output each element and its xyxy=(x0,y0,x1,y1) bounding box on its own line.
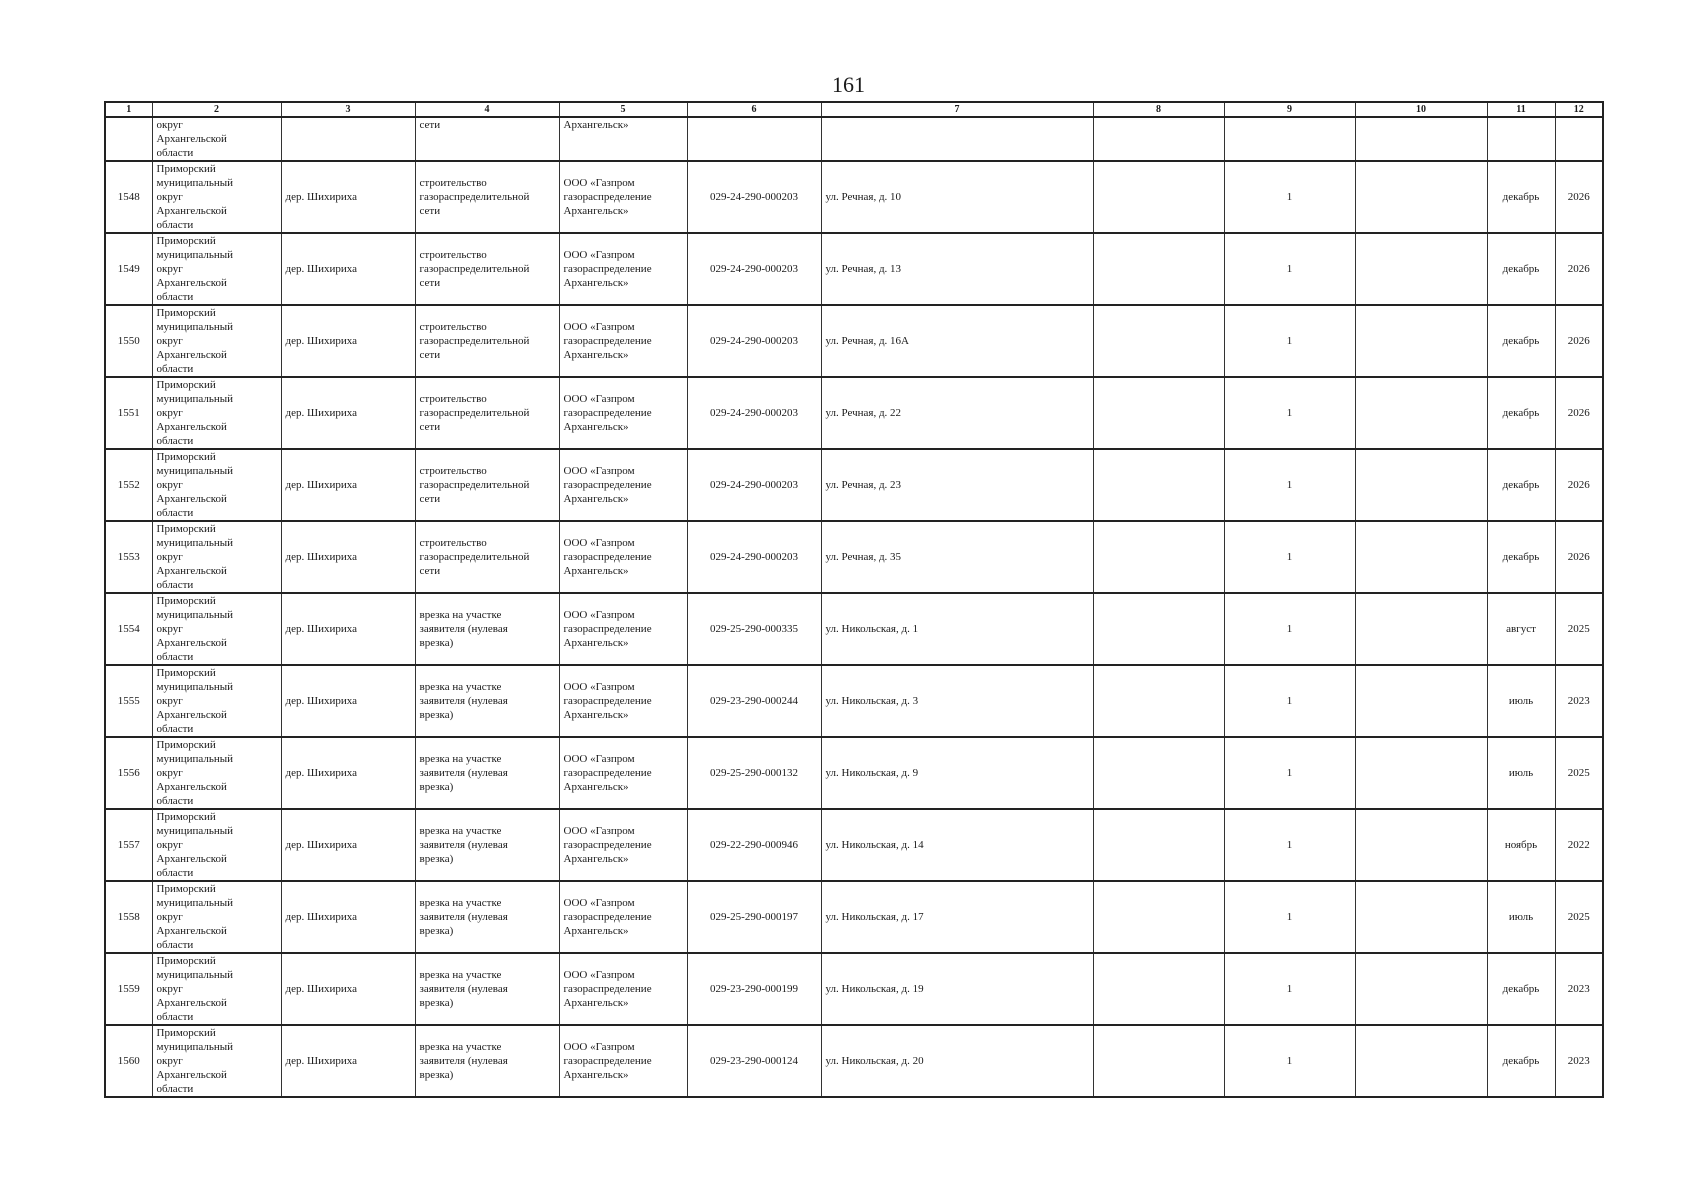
table-row xyxy=(105,233,1603,305)
cell-col9: 1 xyxy=(1224,1025,1355,1097)
cell-col8 xyxy=(1093,881,1224,953)
cell-col9: 1 xyxy=(1224,521,1355,593)
cell-col3 xyxy=(281,117,415,161)
cell-org: ООО «Газпром газораспределение Архангельск» xyxy=(559,449,687,521)
cell-col9: 1 xyxy=(1224,233,1355,305)
cell-settlement: дер. Шихириха xyxy=(281,449,415,521)
cell-year: 2026 xyxy=(1555,233,1603,305)
cell-col10 xyxy=(1355,593,1487,665)
cell-org: ООО «Газпром газораспределение Архангельск» xyxy=(559,593,687,665)
cell-code: 029-23-290-000244 xyxy=(687,665,821,737)
cell-col8 xyxy=(1093,521,1224,593)
cell-col8 xyxy=(1093,1025,1224,1097)
continuation-row xyxy=(105,117,1603,161)
cell-region: Приморский муниципальный округ Архангельской области xyxy=(152,521,281,593)
cell-month: декабрь xyxy=(1487,1025,1555,1097)
cell-address: ул. Никольская, д. 19 xyxy=(821,953,1093,1025)
cell-code: 029-23-290-000124 xyxy=(687,1025,821,1097)
table-row xyxy=(105,665,1603,737)
column-header-3: 3 xyxy=(281,102,415,117)
column-number-row xyxy=(105,102,1603,117)
column-header-2: 2 xyxy=(152,102,281,117)
cell-work: строительство газораспределительной сети xyxy=(415,449,559,521)
cell-code: 029-22-290-000946 xyxy=(687,809,821,881)
column-header-10: 10 xyxy=(1355,102,1487,117)
cell-row-number: 1555 xyxy=(105,665,152,737)
cell-row-number: 1560 xyxy=(105,1025,152,1097)
cell-col10 xyxy=(1355,233,1487,305)
cell-address: ул. Речная, д. 13 xyxy=(821,233,1093,305)
cell-settlement: дер. Шихириха xyxy=(281,881,415,953)
column-header-9: 9 xyxy=(1224,102,1355,117)
cell-org: ООО «Газпром газораспределение Архангельск» xyxy=(559,305,687,377)
cell-col10 xyxy=(1355,305,1487,377)
cell-work: врезка на участке заявителя (нулевая врезка) xyxy=(415,809,559,881)
cell-month: декабрь xyxy=(1487,305,1555,377)
column-header-5: 5 xyxy=(559,102,687,117)
cell-month: декабрь xyxy=(1487,953,1555,1025)
cell-settlement: дер. Шихириха xyxy=(281,665,415,737)
cell-month: декабрь xyxy=(1487,449,1555,521)
cell-year: 2023 xyxy=(1555,665,1603,737)
cell-settlement: дер. Шихириха xyxy=(281,737,415,809)
cell-work: строительство газораспределительной сети xyxy=(415,521,559,593)
cell-settlement: дер. Шихириха xyxy=(281,953,415,1025)
cell-col8 xyxy=(1093,953,1224,1025)
cell-settlement: дер. Шихириха xyxy=(281,233,415,305)
cell-col10 xyxy=(1355,953,1487,1025)
cell-region: Приморский муниципальный округ Архангельской области xyxy=(152,737,281,809)
cell-row-number: 1556 xyxy=(105,737,152,809)
cell-col9: 1 xyxy=(1224,377,1355,449)
cell-year: 2025 xyxy=(1555,737,1603,809)
cell-code: 029-24-290-000203 xyxy=(687,161,821,233)
cell-row-number: 1553 xyxy=(105,521,152,593)
cell-code: 029-24-290-000203 xyxy=(687,521,821,593)
cell-col8 xyxy=(1093,305,1224,377)
cell-year: 2026 xyxy=(1555,161,1603,233)
cell-address: ул. Никольская, д. 1 xyxy=(821,593,1093,665)
cell-col9: 1 xyxy=(1224,809,1355,881)
cell-org: Архангельск» xyxy=(559,117,687,161)
cell-col8 xyxy=(1093,117,1224,161)
cell-address: ул. Речная, д. 10 xyxy=(821,161,1093,233)
cell-month: июль xyxy=(1487,881,1555,953)
cell-month: декабрь xyxy=(1487,377,1555,449)
cell-col9: 1 xyxy=(1224,953,1355,1025)
cell-settlement: дер. Шихириха xyxy=(281,521,415,593)
cell-work: врезка на участке заявителя (нулевая врезка) xyxy=(415,737,559,809)
cell-year: 2026 xyxy=(1555,305,1603,377)
table-row xyxy=(105,161,1603,233)
cell-work: врезка на участке заявителя (нулевая врезка) xyxy=(415,593,559,665)
cell-month: июль xyxy=(1487,737,1555,809)
cell-address: ул. Речная, д. 22 xyxy=(821,377,1093,449)
cell-address: ул. Никольская, д. 17 xyxy=(821,881,1093,953)
column-header-8: 8 xyxy=(1093,102,1224,117)
cell-col8 xyxy=(1093,665,1224,737)
column-header-12: 12 xyxy=(1555,102,1603,117)
cell-year: 2022 xyxy=(1555,809,1603,881)
cell-org: ООО «Газпром газораспределение Архангельск» xyxy=(559,881,687,953)
cell-region: Приморский муниципальный округ Архангельской области xyxy=(152,305,281,377)
cell-col12 xyxy=(1555,117,1603,161)
cell-region: Приморский муниципальный округ Архангельской области xyxy=(152,1025,281,1097)
cell-code: 029-25-290-000197 xyxy=(687,881,821,953)
cell-year: 2025 xyxy=(1555,593,1603,665)
cell-work: сети xyxy=(415,117,559,161)
table-body xyxy=(105,117,1603,1097)
cell-code: 029-24-290-000203 xyxy=(687,305,821,377)
cell-row-number: 1552 xyxy=(105,449,152,521)
column-header-6: 6 xyxy=(687,102,821,117)
page-number: 161 xyxy=(832,72,865,97)
table-row xyxy=(105,521,1603,593)
cell-col8 xyxy=(1093,233,1224,305)
cell-row-number: 1554 xyxy=(105,593,152,665)
cell-region: Приморский муниципальный округ Архангельской области xyxy=(152,809,281,881)
cell-col10 xyxy=(1355,377,1487,449)
cell-col10 xyxy=(1355,117,1487,161)
cell-work: строительство газораспределительной сети xyxy=(415,377,559,449)
cell-col10 xyxy=(1355,161,1487,233)
cell-month: декабрь xyxy=(1487,161,1555,233)
cell-region: Приморский муниципальный округ Архангельской области xyxy=(152,593,281,665)
cell-org: ООО «Газпром газораспределение Архангельск» xyxy=(559,737,687,809)
cell-col10 xyxy=(1355,881,1487,953)
cell-col9: 1 xyxy=(1224,449,1355,521)
cell-col10 xyxy=(1355,449,1487,521)
column-header-7: 7 xyxy=(821,102,1093,117)
cell-region: Приморский муниципальный округ Архангельской области xyxy=(152,953,281,1025)
cell-col10 xyxy=(1355,521,1487,593)
cell-col8 xyxy=(1093,377,1224,449)
column-header-1: 1 xyxy=(105,102,152,117)
cell-col10 xyxy=(1355,665,1487,737)
cell-address: ул. Речная, д. 16А xyxy=(821,305,1093,377)
cell-org: ООО «Газпром газораспределение Архангельск» xyxy=(559,809,687,881)
cell-work: врезка на участке заявителя (нулевая врезка) xyxy=(415,1025,559,1097)
cell-settlement: дер. Шихириха xyxy=(281,161,415,233)
cell-address: ул. Никольская, д. 14 xyxy=(821,809,1093,881)
cell-row-number: 1549 xyxy=(105,233,152,305)
cell-region: Приморский муниципальный округ Архангельской области xyxy=(152,665,281,737)
cell-row-number: 1550 xyxy=(105,305,152,377)
cell-org: ООО «Газпром газораспределение Архангельск» xyxy=(559,1025,687,1097)
cell-col9: 1 xyxy=(1224,161,1355,233)
registry-table xyxy=(104,101,1604,1098)
cell-address: ул. Речная, д. 35 xyxy=(821,521,1093,593)
table-row xyxy=(105,377,1603,449)
cell-code: 029-24-290-000203 xyxy=(687,449,821,521)
table-header xyxy=(105,102,1603,117)
cell-address: ул. Никольская, д. 3 xyxy=(821,665,1093,737)
cell-address: ул. Никольская, д. 9 xyxy=(821,737,1093,809)
cell-region: Приморский муниципальный округ Архангельской области xyxy=(152,161,281,233)
cell-col9: 1 xyxy=(1224,881,1355,953)
cell-work: врезка на участке заявителя (нулевая врезка) xyxy=(415,881,559,953)
cell-settlement: дер. Шихириха xyxy=(281,1025,415,1097)
cell-row-number: 1551 xyxy=(105,377,152,449)
cell-col9 xyxy=(1224,117,1355,161)
cell-month: август xyxy=(1487,593,1555,665)
cell-col8 xyxy=(1093,593,1224,665)
cell-settlement: дер. Шихириха xyxy=(281,305,415,377)
cell-col10 xyxy=(1355,809,1487,881)
cell-col9: 1 xyxy=(1224,593,1355,665)
cell-org: ООО «Газпром газораспределение Архангельск» xyxy=(559,377,687,449)
cell-code: 029-23-290-000199 xyxy=(687,953,821,1025)
cell-col1 xyxy=(105,117,152,161)
cell-row-number: 1558 xyxy=(105,881,152,953)
cell-work: строительство газораспределительной сети xyxy=(415,305,559,377)
table-row xyxy=(105,737,1603,809)
cell-region: Приморский муниципальный округ Архангельской области xyxy=(152,377,281,449)
cell-settlement: дер. Шихириха xyxy=(281,809,415,881)
cell-year: 2026 xyxy=(1555,521,1603,593)
table-row xyxy=(105,953,1603,1025)
cell-col7 xyxy=(821,117,1093,161)
cell-code: 029-24-290-000203 xyxy=(687,233,821,305)
cell-row-number: 1559 xyxy=(105,953,152,1025)
cell-org: ООО «Газпром газораспределение Архангельск» xyxy=(559,953,687,1025)
cell-region: Приморский муниципальный округ Архангельской области xyxy=(152,233,281,305)
table-row xyxy=(105,305,1603,377)
table-row xyxy=(105,449,1603,521)
cell-settlement: дер. Шихириха xyxy=(281,593,415,665)
cell-code: 029-25-290-000335 xyxy=(687,593,821,665)
cell-row-number: 1557 xyxy=(105,809,152,881)
cell-col8 xyxy=(1093,737,1224,809)
cell-org: ООО «Газпром газораспределение Архангельск» xyxy=(559,521,687,593)
cell-org: ООО «Газпром газораспределение Архангельск» xyxy=(559,161,687,233)
table-row xyxy=(105,809,1603,881)
cell-settlement: дер. Шихириха xyxy=(281,377,415,449)
cell-col10 xyxy=(1355,1025,1487,1097)
table-row xyxy=(105,1025,1603,1097)
cell-work: врезка на участке заявителя (нулевая врезка) xyxy=(415,953,559,1025)
cell-col8 xyxy=(1093,449,1224,521)
cell-col8 xyxy=(1093,809,1224,881)
cell-month: ноябрь xyxy=(1487,809,1555,881)
cell-col8 xyxy=(1093,161,1224,233)
cell-year: 2023 xyxy=(1555,1025,1603,1097)
cell-month: декабрь xyxy=(1487,521,1555,593)
cell-year: 2026 xyxy=(1555,377,1603,449)
column-header-4: 4 xyxy=(415,102,559,117)
cell-region: округ Архангельской области xyxy=(152,117,281,161)
cell-col9: 1 xyxy=(1224,305,1355,377)
cell-col9: 1 xyxy=(1224,665,1355,737)
cell-code: 029-24-290-000203 xyxy=(687,377,821,449)
cell-col10 xyxy=(1355,737,1487,809)
cell-work: врезка на участке заявителя (нулевая врезка) xyxy=(415,665,559,737)
table-row xyxy=(105,881,1603,953)
cell-code: 029-25-290-000132 xyxy=(687,737,821,809)
cell-col11 xyxy=(1487,117,1555,161)
cell-address: ул. Никольская, д. 20 xyxy=(821,1025,1093,1097)
cell-year: 2026 xyxy=(1555,449,1603,521)
cell-org: ООО «Газпром газораспределение Архангельск» xyxy=(559,665,687,737)
cell-col9: 1 xyxy=(1224,737,1355,809)
cell-region: Приморский муниципальный округ Архангельской области xyxy=(152,449,281,521)
cell-address: ул. Речная, д. 23 xyxy=(821,449,1093,521)
cell-year: 2023 xyxy=(1555,953,1603,1025)
cell-month: декабрь xyxy=(1487,233,1555,305)
cell-region: Приморский муниципальный округ Архангельской области xyxy=(152,881,281,953)
cell-work: строительство газораспределительной сети xyxy=(415,233,559,305)
cell-col6 xyxy=(687,117,821,161)
cell-month: июль xyxy=(1487,665,1555,737)
cell-row-number: 1548 xyxy=(105,161,152,233)
table-row xyxy=(105,593,1603,665)
cell-work: строительство газораспределительной сети xyxy=(415,161,559,233)
column-header-11: 11 xyxy=(1487,102,1555,117)
cell-year: 2025 xyxy=(1555,881,1603,953)
cell-org: ООО «Газпром газораспределение Архангельск» xyxy=(559,233,687,305)
